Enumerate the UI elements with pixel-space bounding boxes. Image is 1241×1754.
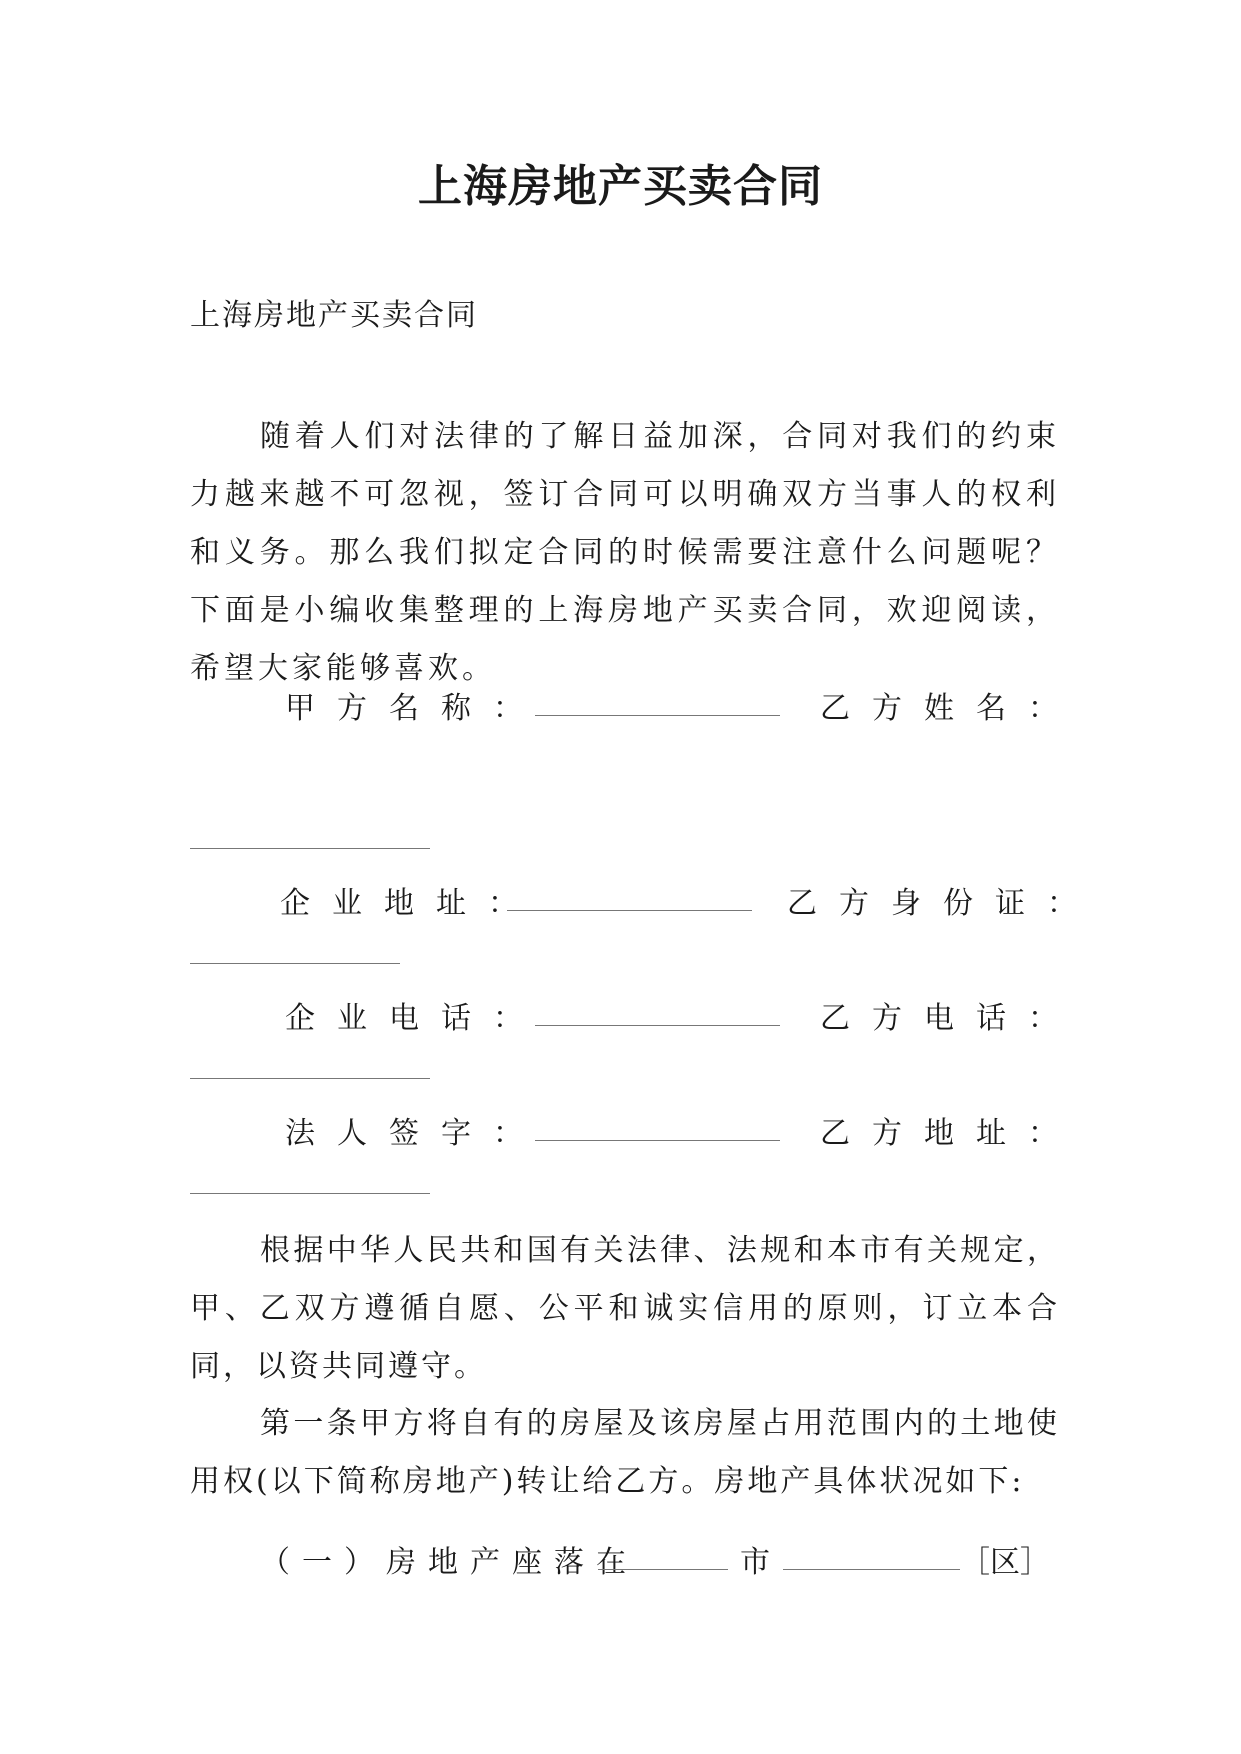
blank-line <box>190 848 430 849</box>
blank-line <box>783 1569 960 1570</box>
law-paragraph: 根据中华人民共和国有关法律、法规和本市有关规定，甲、乙双方遵循自愿、公平和诚实信用的原则，订立本合同，以资共同遵守。 <box>190 1233 1060 1384</box>
field-label: 法人签字： <box>285 1116 545 1151</box>
blank-line <box>598 1569 728 1570</box>
intro-paragraph: 随着人们对法律的了解日益加深，合同对我们的约束力越来越不可忽视，签订合同可以明确双方当事人的权利和义务。那么我们拟定合同的时候需要注意什么问题呢？下面是小编收集整理的上海房地产买卖合同，欢迎阅读，希望大家能够喜欢。 <box>190 419 1060 686</box>
blank-line <box>190 1078 430 1079</box>
blank-line <box>190 963 400 964</box>
field-label: 乙方身份证： <box>787 886 1099 921</box>
blank-line <box>535 1140 780 1141</box>
clause-prefix: （一）房地产座落在 <box>260 1545 638 1580</box>
field-label: 企业地址： <box>280 886 540 921</box>
document-title: 上海房地产买卖合同 <box>418 161 823 212</box>
field-label: 乙方姓名： <box>820 691 1080 726</box>
clause-city: 市 <box>740 1545 770 1580</box>
blank-line <box>535 715 780 716</box>
clause-1-line <box>0 1537 1241 1580</box>
article-1-paragraph: 第一条甲方将自有的房屋及该房屋占用范围内的土地使用权(以下简称房地产)转让给乙方。房地产具体状况如下: <box>190 1406 1060 1499</box>
field-label: 乙方电话： <box>820 1001 1080 1036</box>
field-label: 甲方名称： <box>285 691 545 726</box>
blank-line <box>190 1193 430 1194</box>
blank-line <box>507 910 752 911</box>
field-label: 乙方地址： <box>820 1116 1080 1151</box>
document-subtitle: 上海房地产买卖合同 <box>190 298 478 333</box>
field-label: 企业电话： <box>285 1001 545 1036</box>
field-row-legal-signature <box>0 1108 1241 1151</box>
clause-district: ［区］ <box>960 1545 1050 1580</box>
blank-line <box>535 1025 780 1026</box>
field-row-party-a-name <box>0 683 1241 726</box>
field-row-company-address <box>0 878 1241 921</box>
field-row-company-phone <box>0 993 1241 1036</box>
